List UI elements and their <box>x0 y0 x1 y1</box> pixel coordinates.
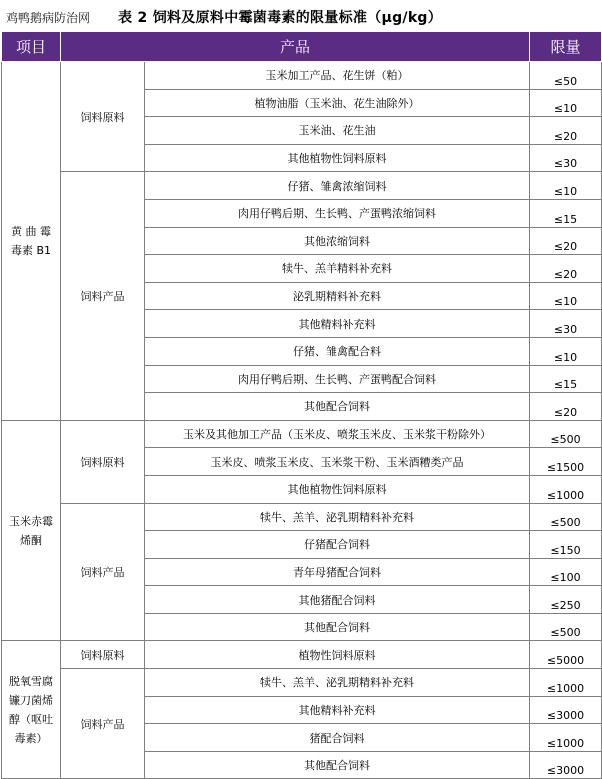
table-header-row <box>2 32 602 62</box>
item-cell: 黄 曲 霉 毒素 B1 <box>2 62 61 421</box>
category-cell: 饲料产品 <box>61 669 145 779</box>
limit-cell: ≤500 <box>530 503 602 531</box>
product-cell: 其他猪配合饲料 <box>145 586 530 614</box>
limit-cell: ≤30 <box>530 310 602 338</box>
limit-cell: ≤5000 <box>530 641 602 669</box>
product-cell: 玉米油、花生油 <box>145 117 530 145</box>
limit-cell: ≤10 <box>530 172 602 200</box>
limit-cell: ≤20 <box>530 117 602 145</box>
product-cell: 其他精料补充料 <box>145 696 530 724</box>
limit-cell: ≤10 <box>530 282 602 310</box>
limit-cell: ≤3000 <box>530 696 602 724</box>
mycotoxin-limit-table <box>1 31 602 779</box>
item-cell: 脱氧雪腐镰刀菌烯醇（呕吐毒素） <box>2 641 61 779</box>
category-cell: 饲料产品 <box>61 503 145 641</box>
product-cell: 其他植物性饲料原料 <box>145 144 530 172</box>
table-row <box>2 62 602 90</box>
table-row <box>2 503 602 531</box>
product-cell: 玉米皮、喷浆玉米皮、玉米浆干粉、玉米酒糟类产品 <box>145 448 530 476</box>
product-cell: 玉米加工产品、花生饼（粕） <box>145 62 530 90</box>
limit-cell: ≤1500 <box>530 448 602 476</box>
limit-cell: ≤15 <box>530 199 602 227</box>
site-watermark: 鸡鸭鹅病防治网 <box>6 11 91 25</box>
product-cell: 犊牛、羔羊精料补充料 <box>145 255 530 283</box>
table-row <box>2 420 602 448</box>
limit-cell: ≤3000 <box>530 751 602 779</box>
product-cell: 植物性饲料原料 <box>145 641 530 669</box>
page-header <box>0 0 602 30</box>
product-cell: 青年母猪配合饲料 <box>145 558 530 586</box>
product-cell: 植物油脂（玉米油、花生油除外） <box>145 89 530 117</box>
limit-cell: ≤150 <box>530 531 602 559</box>
limit-cell: ≤50 <box>530 62 602 90</box>
header-limit: 限量 <box>530 32 602 62</box>
product-cell: 仔猪、雏禽浓缩饲料 <box>145 172 530 200</box>
table-row <box>2 669 602 697</box>
category-cell: 饲料原料 <box>61 62 145 172</box>
product-cell: 其他配合饲料 <box>145 751 530 779</box>
category-cell: 饲料原料 <box>61 641 145 669</box>
limit-cell: ≤20 <box>530 393 602 421</box>
category-cell: 饲料原料 <box>61 420 145 503</box>
limit-cell: ≤15 <box>530 365 602 393</box>
product-cell: 其他植物性饲料原料 <box>145 475 530 503</box>
limit-cell: ≤30 <box>530 144 602 172</box>
product-cell: 犊牛、羔羊、泌乳期精料补充料 <box>145 503 530 531</box>
limit-cell: ≤1000 <box>530 724 602 752</box>
limit-cell: ≤10 <box>530 337 602 365</box>
limit-cell: ≤250 <box>530 586 602 614</box>
product-cell: 泌乳期精料补充料 <box>145 282 530 310</box>
limit-cell: ≤1000 <box>530 669 602 697</box>
product-cell: 肉用仔鸭后期、生长鸭、产蛋鸭浓缩饲料 <box>145 199 530 227</box>
table-row <box>2 172 602 200</box>
limit-cell: ≤20 <box>530 255 602 283</box>
limit-cell: ≤10 <box>530 89 602 117</box>
product-cell: 犊牛、羔羊、泌乳期精料补充料 <box>145 669 530 697</box>
header-item: 项目 <box>2 32 61 62</box>
product-cell: 仔猪配合饲料 <box>145 531 530 559</box>
product-cell: 其他浓缩饲料 <box>145 227 530 255</box>
product-cell: 猪配合饲料 <box>145 724 530 752</box>
table-row <box>2 641 602 669</box>
table-body <box>2 62 602 779</box>
item-cell: 玉米赤霉烯酮 <box>2 420 61 641</box>
product-cell: 仔猪、雏禽配合料 <box>145 337 530 365</box>
limit-cell: ≤20 <box>530 227 602 255</box>
limit-cell: ≤100 <box>530 558 602 586</box>
product-cell: 其他配合饲料 <box>145 393 530 421</box>
header-product: 产品 <box>61 32 530 62</box>
limit-cell: ≤1000 <box>530 475 602 503</box>
product-cell: 玉米及其他加工产品（玉米皮、喷浆玉米皮、玉米浆干粉除外） <box>145 420 530 448</box>
product-cell: 肉用仔鸭后期、生长鸭、产蛋鸭配合饲料 <box>145 365 530 393</box>
category-cell: 饲料产品 <box>61 172 145 420</box>
table-title: 表 2 饲料及原料中霉菌毒素的限量标准（μg/kg） <box>118 10 443 26</box>
product-cell: 其他精料补充料 <box>145 310 530 338</box>
limit-cell: ≤500 <box>530 613 602 641</box>
product-cell: 其他配合饲料 <box>145 613 530 641</box>
limit-cell: ≤500 <box>530 420 602 448</box>
